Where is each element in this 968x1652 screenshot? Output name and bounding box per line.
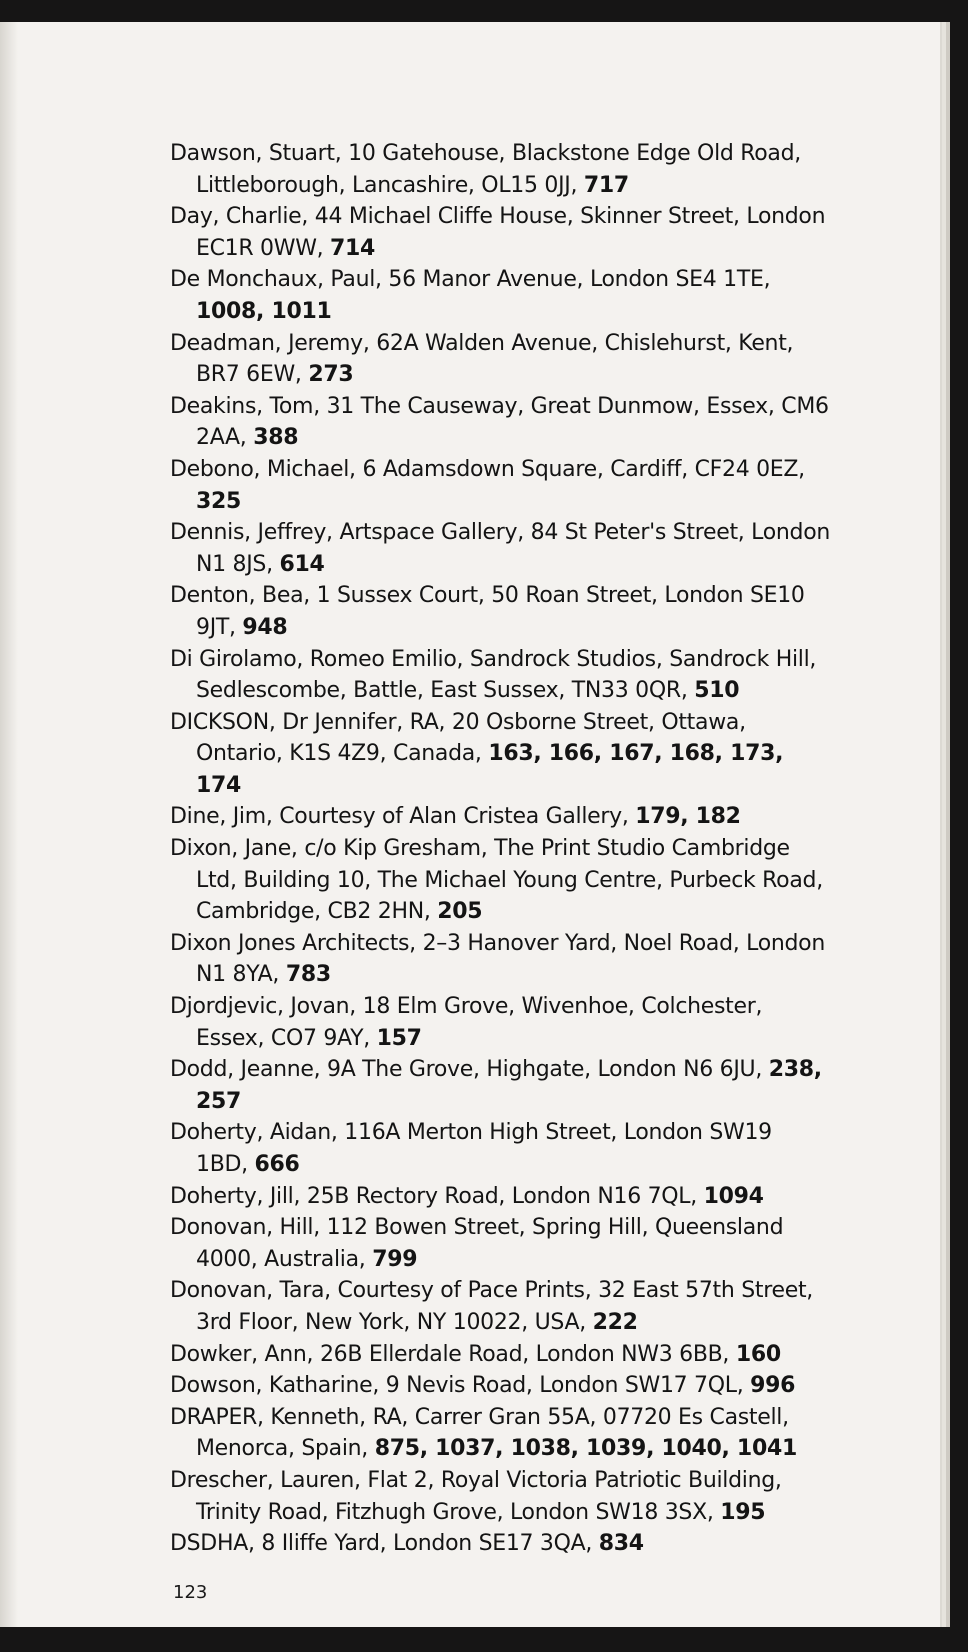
page-references: 179, 182	[635, 804, 741, 830]
page-references: 996	[750, 1373, 796, 1399]
index-entry: Drescher, Lauren, Flat 2, Royal Victoria Patriotic Building, Trinity Road, Fitzhugh Grove, London SW18 3SX, 195	[170, 1467, 782, 1525]
book-page	[0, 22, 940, 1627]
page-references: 195	[720, 1499, 766, 1525]
index-entry: Donovan, Hill, 112 Bowen Street, Spring Hill, Queensland 4000, Australia, 799	[170, 1215, 784, 1272]
page-references: 948	[242, 614, 288, 640]
page-references: 666	[254, 1152, 300, 1177]
page-references: 783	[285, 962, 331, 988]
index-entry: Deadman, Jeremy, 62A Walden Avenue, Chislehurst, Kent, BR7 6EW, 273	[170, 330, 794, 388]
index-entry: Donovan, Tara, Courtesy of Pace Prints, 32 East 57th Street, 3rd Floor, New York, NY 10022, USA, 222	[170, 1278, 813, 1335]
index-entry: Dixon, Jane, c/o Kip Gresham, The Print Studio Cambridge Ltd, Building 10, The Michael Young Centre, Purbeck Road, Cambridge, CB2 2HN, 205	[170, 836, 823, 925]
index-entry: Deakins, Tom, 31 The Causeway, Great Dunmow, Essex, CM6 2AA, 388	[170, 393, 829, 451]
index-entry: Di Girolamo, Romeo Emilio, Sandrock Studios, Sandrock Hill, Sedlescombe, Battle, East Sussex, TN33 0QR, 510	[170, 646, 817, 704]
page-references: 714	[330, 235, 376, 261]
page-number: 123	[173, 1582, 208, 1603]
index-entry: Dixon Jones Architects, 2–3 Hanover Yard, Noel Road, London N1 8YA, 783	[170, 930, 825, 988]
page-references: 157	[376, 1025, 422, 1051]
index-entries	[170, 138, 830, 1560]
index-entry: DICKSON, Dr Jennifer, RA, 20 Osborne Street, Ottawa, Ontario, K1S 4Z9, Canada, 163, 166, 167, 168, 173, 174	[170, 709, 784, 798]
index-entry: Dowson, Katharine, 9 Nevis Road, London SW17 7QL, 996	[170, 1373, 796, 1399]
index-entry: Denton, Bea, 1 Sussex Court, 50 Roan Street, London SE10 9JT, 948	[170, 583, 805, 640]
index-entry: Dawson, Stuart, 10 Gatehouse, Blackstone Edge Old Road, Littleborough, Lancashire, OL15 0JJ, 717	[170, 141, 801, 198]
page-references: 1094	[703, 1183, 764, 1209]
page-references: 510	[694, 678, 740, 704]
page-references: 222	[592, 1309, 638, 1335]
page-references: 388	[253, 425, 299, 451]
index-entry: Day, Charlie, 44 Michael Cliffe House, Skinner Street, London EC1R 0WW, 714	[170, 204, 826, 261]
index-entry: Dodd, Jeanne, 9A The Grove, Highgate, London N6 6JU, 238, 257	[170, 1057, 822, 1114]
page-references: 875, 1037, 1038, 1039, 1040, 1041	[374, 1436, 797, 1462]
page-references: 614	[279, 551, 325, 577]
index-entry: DRAPER, Kenneth, RA, Carrer Gran 55A, 07720 Es Castell, Menorca, Spain, 875, 1037, 1038, 1039, 1040, 1041	[170, 1404, 797, 1462]
page-references: 205	[437, 899, 483, 925]
page-references: 238, 257	[196, 1057, 822, 1114]
index-entry: Doherty, Jill, 25B Rectory Road, London N16 7QL, 1094	[170, 1183, 764, 1209]
index-entry: Dine, Jim, Courtesy of Alan Cristea Gallery, 179, 182	[170, 804, 741, 830]
page-references: 834	[598, 1531, 644, 1557]
page-references: 717	[583, 172, 629, 198]
page-references: 799	[372, 1246, 418, 1272]
index-entry: De Monchaux, Paul, 56 Manor Avenue, London SE4 1TE, 1008, 1011	[170, 267, 771, 324]
page-references: 160	[735, 1341, 781, 1367]
page-references: 273	[308, 362, 354, 388]
page-references: 163, 166, 167, 168, 173, 174	[196, 741, 784, 798]
index-entry: Djordjevic, Jovan, 18 Elm Grove, Wivenhoe, Colchester, Essex, CO7 9AY, 157	[170, 994, 763, 1051]
index-entry: Debono, Michael, 6 Adamsdown Square, Cardiff, CF24 0EZ, 325	[170, 456, 805, 514]
index-entry: Dowker, Ann, 26B Ellerdale Road, London NW3 6BB, 160	[170, 1341, 781, 1367]
page-references: 1008, 1011	[196, 298, 332, 324]
page-references: 325	[196, 488, 242, 514]
index-entry: Dennis, Jeffrey, Artspace Gallery, 84 St Peter's Street, London N1 8JS, 614	[170, 520, 831, 577]
index-entry: Doherty, Aidan, 116A Merton High Street, London SW19 1BD, 666	[170, 1120, 772, 1177]
index-entry: DSDHA, 8 Iliffe Yard, London SE17 3QA, 834	[170, 1531, 644, 1557]
